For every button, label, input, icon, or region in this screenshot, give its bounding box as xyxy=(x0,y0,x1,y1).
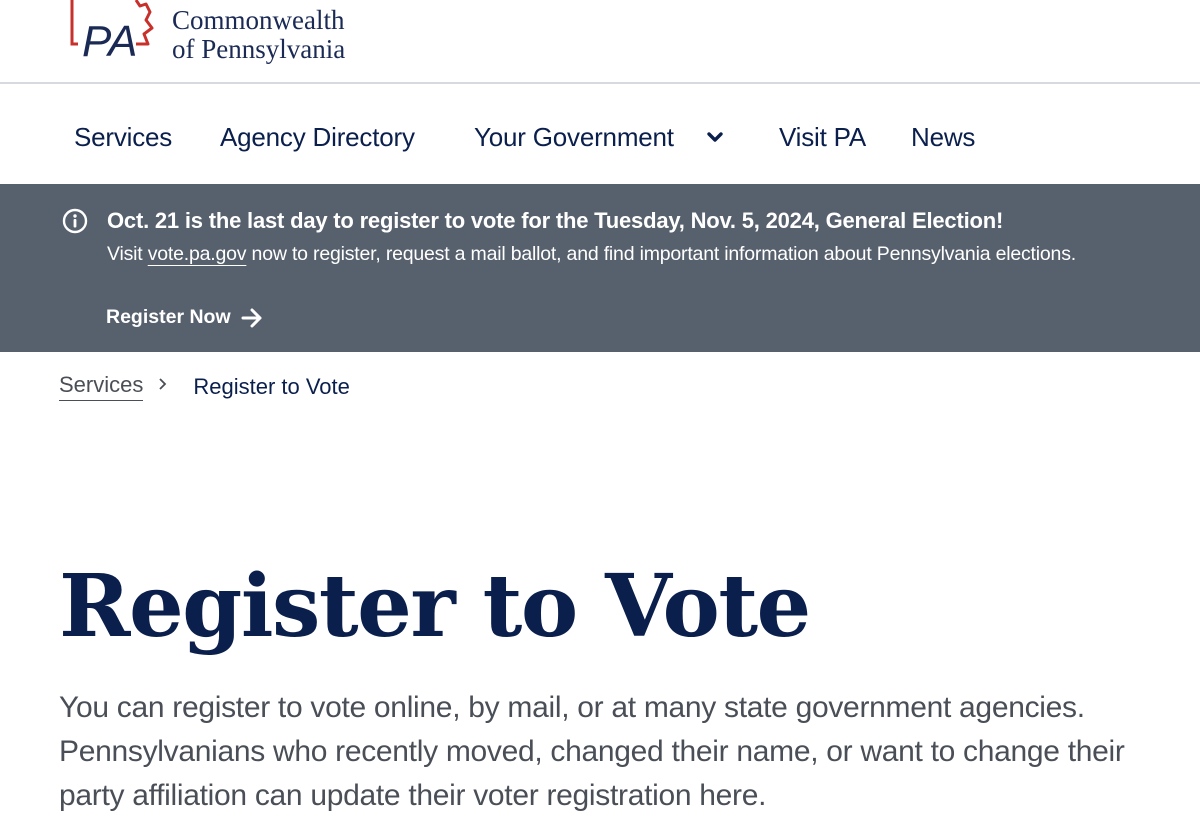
chevron-down-icon[interactable] xyxy=(705,130,725,146)
nav-item-your-government[interactable]: Your Government xyxy=(474,122,674,152)
logo-mark-text: PA xyxy=(82,17,138,64)
nav-item-services[interactable]: Services xyxy=(74,122,173,152)
logo-line-2: of Pennsylvania xyxy=(172,34,346,64)
register-now-button[interactable] xyxy=(106,306,263,329)
register-now-label: Register Now xyxy=(106,306,231,328)
alert-body-suffix: now to register, request a mail ballot, and find important information about Pennsylvania elections. xyxy=(246,243,1076,265)
alert-body-prefix: Visit xyxy=(107,243,148,265)
breadcrumb xyxy=(59,372,350,401)
alert-body xyxy=(107,243,1076,266)
alert-title: Oct. 21 is the last day to register to vote for the Tuesday, Nov. 5, 2024, General Election! xyxy=(107,208,1004,233)
nav-item-news[interactable]: News xyxy=(911,122,976,152)
vote-pa-gov-link[interactable]: vote.pa.gov xyxy=(147,243,247,265)
site-header xyxy=(0,0,1200,84)
arrow-right-icon xyxy=(241,308,263,328)
intro-paragraph: You can register to vote online, by mail, or at many state government agencies. Pennsylvanians who recently moved, changed their name, or want to change their party affiliation can update their voter registration here. xyxy=(59,691,1125,812)
logo-line-1: Commonwealth xyxy=(172,5,345,35)
info-icon xyxy=(62,208,88,234)
election-alert-banner xyxy=(0,184,1200,352)
site-logo[interactable] xyxy=(66,0,346,64)
pa-logo-icon xyxy=(66,0,162,64)
breadcrumb-current: Register to Vote xyxy=(193,373,350,399)
breadcrumb-services-link[interactable]: Services xyxy=(59,372,143,401)
nav-item-agency-directory[interactable]: Agency Directory xyxy=(220,122,415,152)
main-navigation xyxy=(0,86,1200,184)
nav-item-visit-pa[interactable]: Visit PA xyxy=(779,122,867,152)
page-title: Register to Vote xyxy=(59,556,810,657)
chevron-right-icon xyxy=(157,377,169,391)
logo-wordmark xyxy=(172,6,345,64)
